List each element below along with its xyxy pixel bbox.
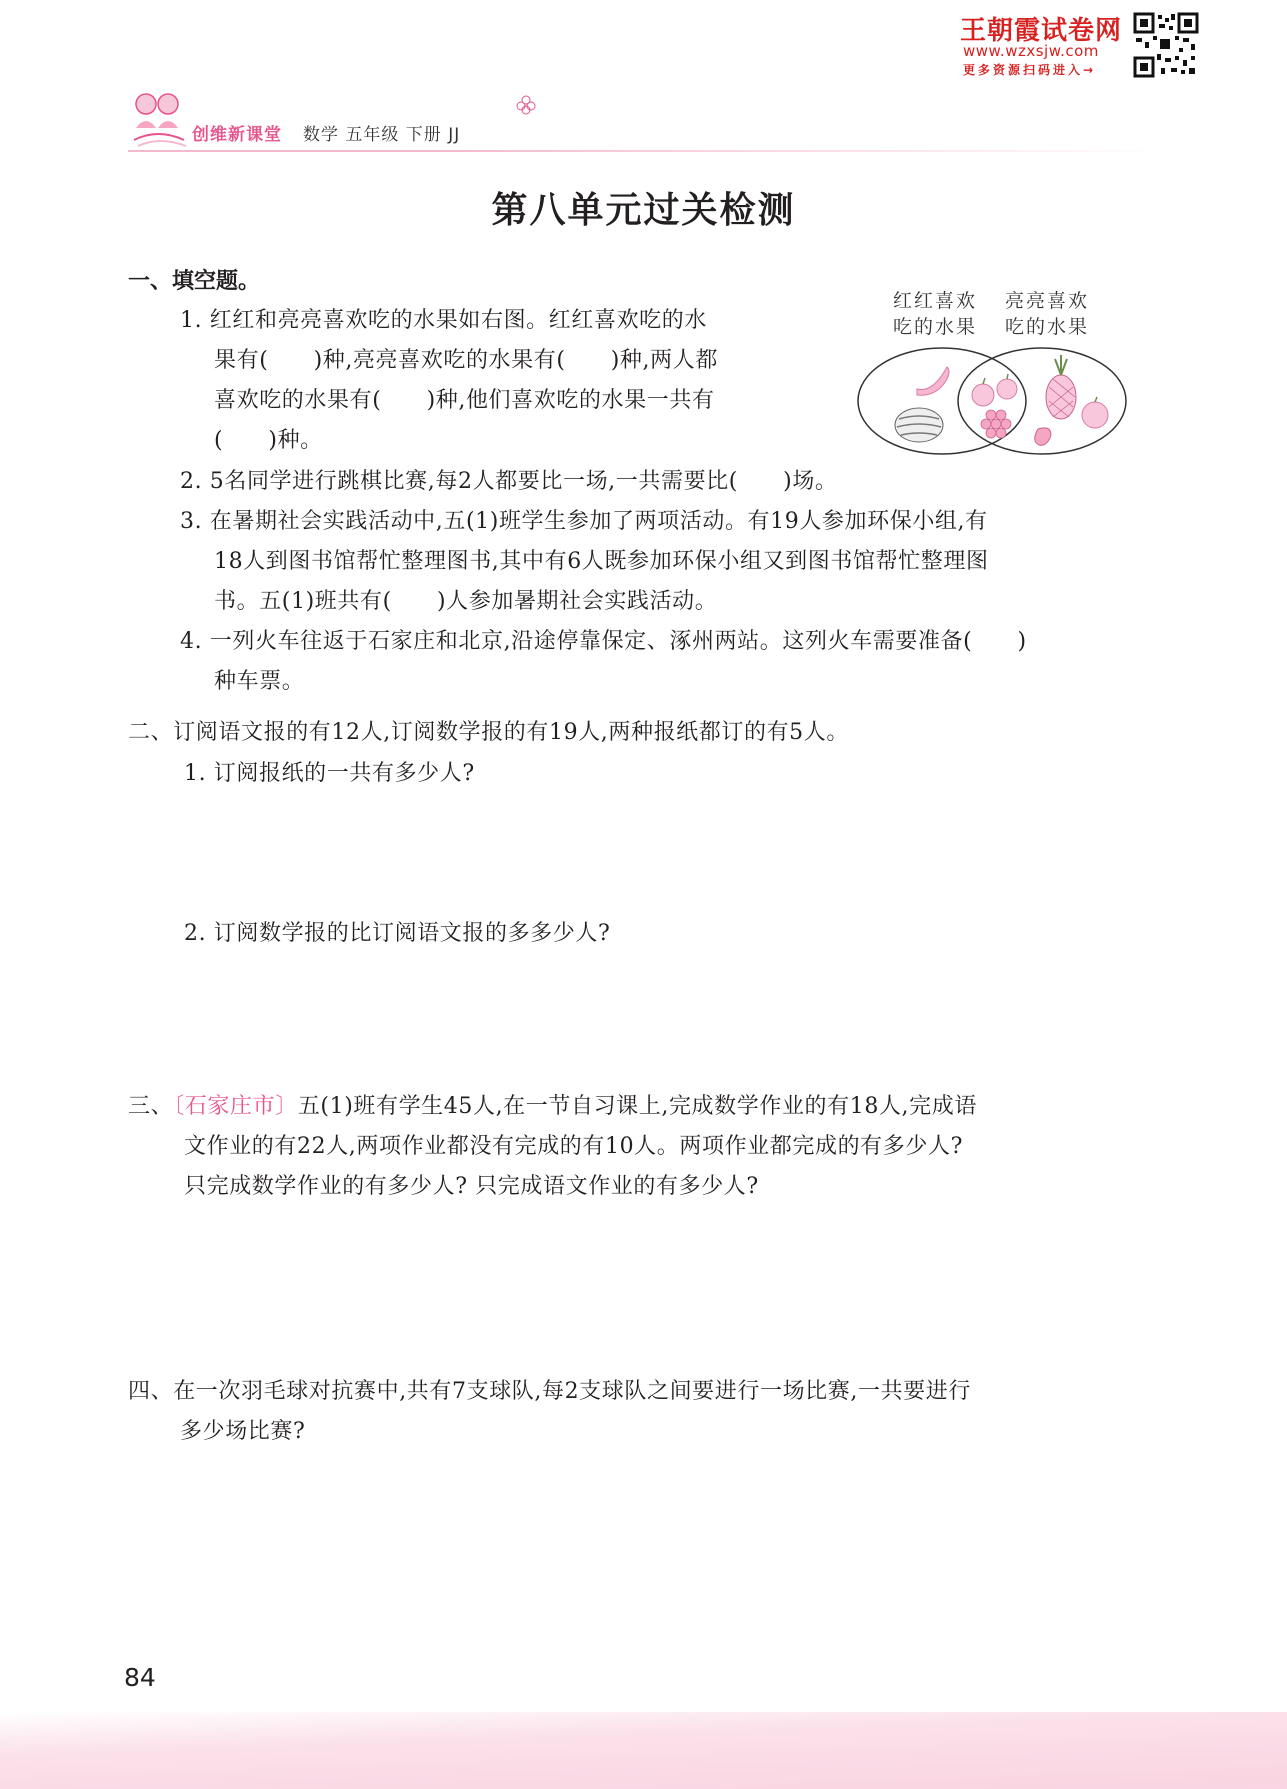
- section3-source-tag: 〔石家庄市〕: [173, 1094, 298, 1119]
- s1-q4-line2: 种车票。: [214, 669, 305, 694]
- section1-heading: 一、填空题。: [128, 269, 261, 294]
- section3-line1: [128, 1087, 977, 1127]
- flower-icon: [515, 94, 537, 116]
- site-url[interactable]: www.wzxsjw.com: [963, 42, 1099, 60]
- venn-diagram: [855, 345, 1130, 457]
- section4-line1: 四、在一次羽毛球对抗赛中,共有7支球队,每2支球队之间要进行一场比赛,一共要进行: [128, 1379, 971, 1404]
- page-number: 84: [124, 1663, 156, 1692]
- s1-q2: 2. 5名同学进行跳棋比赛,每2人都要比一场,一共需要比( )场。: [180, 469, 838, 494]
- section3-text1: 五(1)班有学生45人,在一节自习课上,完成数学作业的有18人,完成语: [297, 1094, 977, 1119]
- peach-icon: [1082, 397, 1108, 428]
- book-subject: 数学 五年级 下册 JJ: [303, 125, 461, 145]
- s1-q3-line3: 书。五(1)班共有( )人参加暑期社会实践活动。: [214, 589, 718, 614]
- strawberry-icon: [1035, 428, 1051, 445]
- header-divider: [128, 150, 1168, 152]
- s2-q1: 1. 订阅报纸的一共有多少人?: [184, 761, 475, 786]
- site-logo-text: 王朝霞试卷网: [960, 16, 1123, 46]
- s1-q1-line2: 果有( )种,亮亮喜欢吃的水果有( )种,两人都: [214, 348, 718, 373]
- site-hint: 更多资源扫码进入→: [963, 63, 1097, 77]
- s1-q1-line3: 喜欢吃的水果有( )种,他们喜欢吃的水果一共有: [214, 388, 715, 413]
- page-title: 第八单元过关检测: [491, 190, 796, 231]
- venn-right-label-1: 亮亮喜欢: [1004, 290, 1089, 312]
- s1-q4-line1: 4. 一列火车往返于石家庄和北京,沿途停靠保定、涿州两站。这列火车需要准备( ): [180, 629, 1027, 654]
- s1-q3-line1: 3. 在暑期社会实践活动中,五(1)班学生参加了两项活动。有19人参加环保小组,有: [180, 509, 988, 534]
- grapes-icon: [981, 410, 1011, 438]
- apple-icon: [972, 374, 1017, 406]
- s2-q2: 2. 订阅数学报的比订阅语文报的多多少人?: [184, 921, 611, 946]
- qr-code-icon[interactable]: [1133, 12, 1199, 78]
- s1-q1-line4: ( )种。: [214, 428, 323, 453]
- banana-icon: [917, 367, 949, 395]
- section3-line2: 文作业的有22人,两项作业都没有完成的有10人。两项作业都完成的有多少人?: [184, 1134, 963, 1159]
- pineapple-icon: [1046, 355, 1076, 419]
- footer-band: [0, 1712, 1287, 1789]
- header-mascot-illustration: [126, 88, 190, 152]
- s1-q1-line1: 1. 红红和亮亮喜欢吃的水果如右图。红红喜欢吃的水: [180, 308, 707, 333]
- brand-name: 创维新课堂: [192, 125, 282, 145]
- watermelon-icon: [895, 408, 943, 442]
- venn-left-label-1: 红红喜欢: [892, 290, 977, 312]
- section3-prefix: 三、: [128, 1094, 174, 1119]
- section3-line3: 只完成数学作业的有多少人? 只完成语文作业的有多少人?: [184, 1174, 759, 1199]
- venn-left-label-2: 吃的水果: [892, 316, 977, 338]
- venn-right-label-2: 吃的水果: [1004, 316, 1089, 338]
- section2-heading: 二、订阅语文报的有12人,订阅数学报的有19人,两种报纸都订的有5人。: [128, 720, 849, 745]
- section4-line2: 多少场比赛?: [180, 1419, 306, 1444]
- s1-q3-line2: 18人到图书馆帮忙整理图书,其中有6人既参加环保小组又到图书馆帮忙整理图: [214, 549, 989, 574]
